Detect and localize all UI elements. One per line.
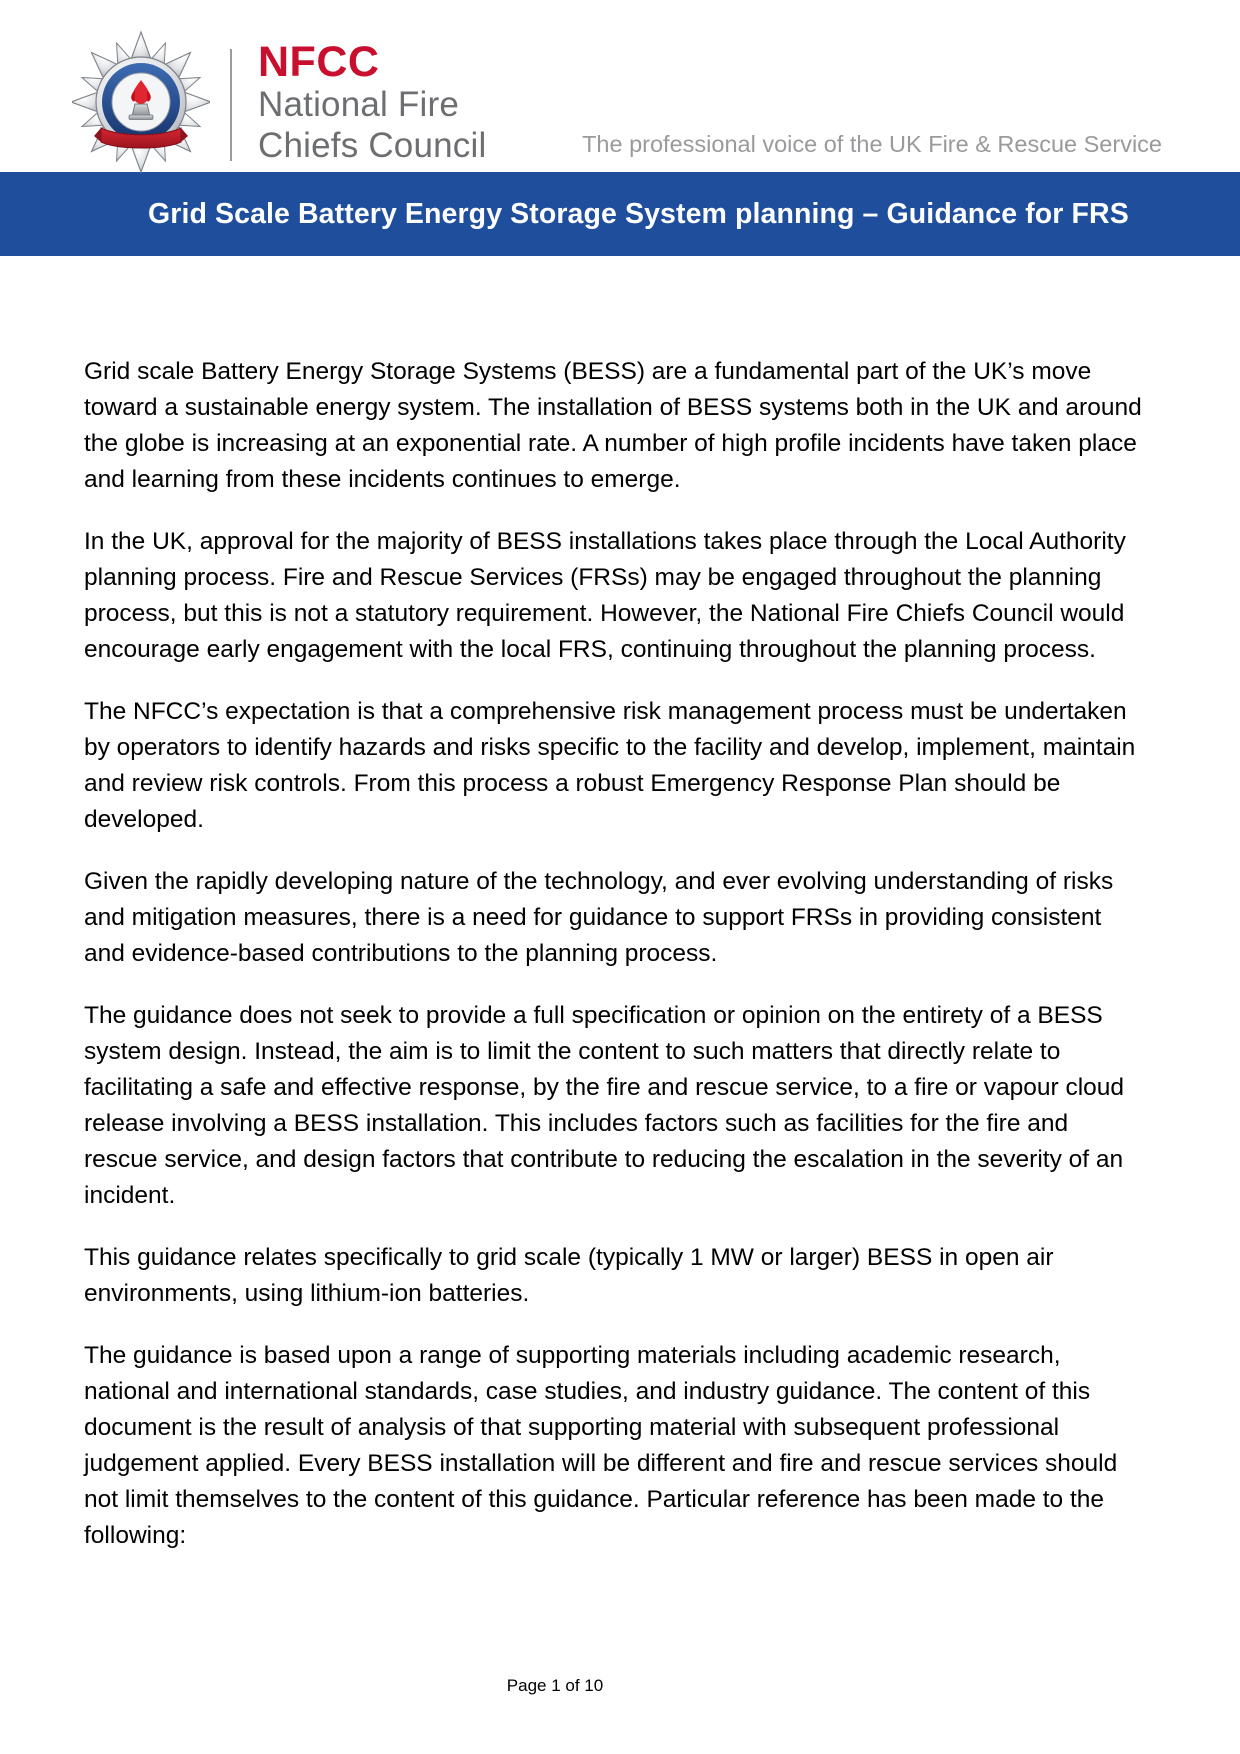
document-header bbox=[0, 0, 1240, 172]
nfcc-fire-service-crest-icon bbox=[72, 30, 210, 180]
body-paragraph: The guidance is based upon a range of supporting materials including academic research, national and international standards, case studies, and industry guidance. The content of this document is the result of analysis of that supporting material with subsequent professional judgement applied. Every BESS installation will be different and fire and rescue services should not limit themselves to the content of this guidance. Particular reference has been made to the following: bbox=[84, 1342, 1118, 1549]
document-body bbox=[0, 256, 1240, 1554]
document-title: Grid Scale Battery Energy Storage System planning – Guidance for FRS bbox=[148, 197, 1129, 230]
page-number: Page 1 of 10 bbox=[506, 1676, 604, 1695]
logo-name-line-1: National Fire bbox=[258, 84, 460, 124]
body-paragraph: This guidance relates specifically to grid scale (typically 1 MW or larger) BESS in open air environments, using lithium-ion batteries. bbox=[84, 1244, 1054, 1307]
body-paragraph: Given the rapidly developing nature of the technology, and ever evolving understanding of risks and mitigation measures, there is a need for guidance to support FRSs in providing consistent and evidence-based contributions to the planning process. bbox=[84, 868, 1114, 967]
organisation-tagline: The professional voice of the UK Fire & Rescue Service bbox=[582, 131, 1162, 157]
document-title-band bbox=[0, 172, 1240, 256]
logo-divider bbox=[230, 49, 232, 161]
body-paragraph: The guidance does not seek to provide a full specification or opinion on the entirety of a BESS system design. Instead, the aim is to limit the content to such matters that directly relate to facilitating a safe and effective response, by the fire and rescue service, to a fire or vapour cloud release involving a BESS installation. This includes factors such as facilities for the fire and rescue service, and design factors that contribute to reducing the escalation in the severity of an incident. bbox=[84, 1002, 1125, 1209]
body-paragraph: The NFCC’s expectation is that a comprehensive risk management process must be undertaken by operators to identify hazards and risks specific to the facility and develop, implement, maintain and review risk controls. From this process a robust Emergency Response Plan should be developed. bbox=[84, 698, 1136, 833]
document-footer bbox=[0, 1676, 1240, 1696]
logo-acronym: NFCC bbox=[258, 37, 380, 86]
body-paragraph: In the UK, approval for the majority of BESS installations takes place through the Local Authority planning process. Fire and Rescue Services (FRSs) may be engaged throughout the planning process, but this is not a statutory requirement. However, the National Fire Chiefs Council would encourage early engagement with the local FRS, continuing throughout the planning process. bbox=[84, 528, 1126, 663]
body-paragraph: Grid scale Battery Energy Storage Systems (BESS) are a fundamental part of the UK’s move toward a sustainable energy system. The installation of BESS systems both in the UK and around the globe is increasing at an exponential rate. A number of high profile incidents have taken place and learning from these incidents continues to emerge. bbox=[84, 358, 1142, 493]
nfcc-wordmark bbox=[258, 37, 487, 171]
logo-name-line-2: Chiefs Council bbox=[258, 126, 487, 166]
